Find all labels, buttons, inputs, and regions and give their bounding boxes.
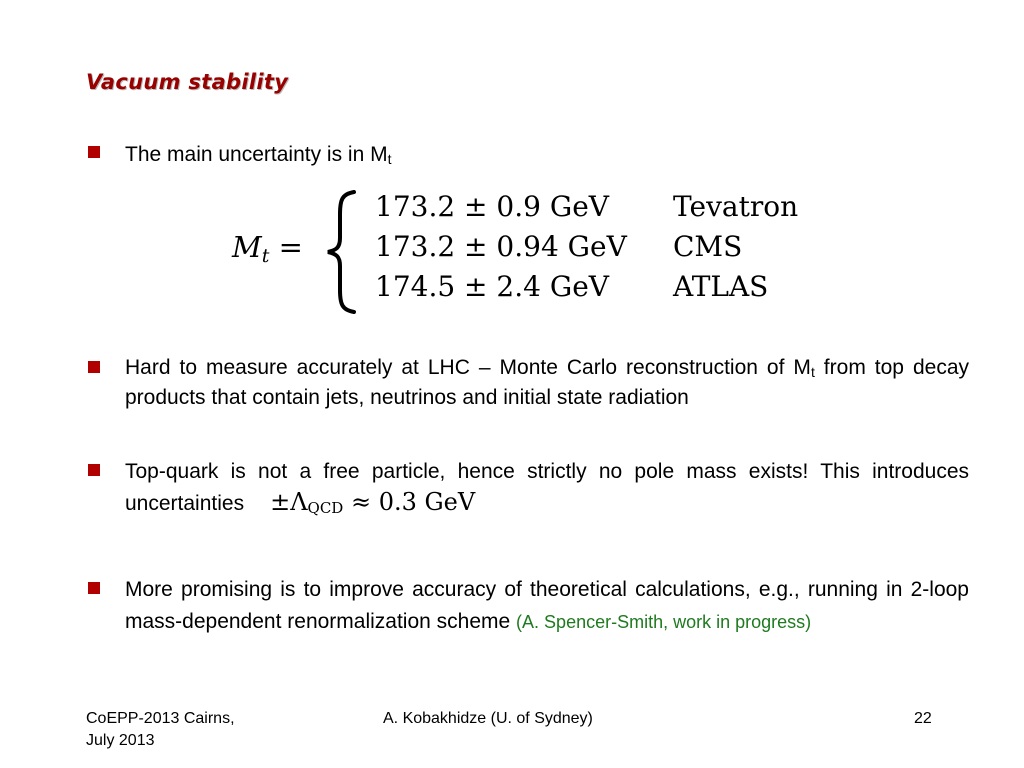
bullet4-text: More promising is to improve accuracy of theoretical calculations, e.g., running in 2-loop mass-dependent renormalization scheme (125, 578, 969, 633)
equation-lhs-symbol: M (232, 230, 262, 264)
bullet2-subscript: t (810, 364, 815, 380)
mt-value-tevatron: 173.2 ± 0.9 GeV (375, 190, 610, 223)
mt-value-cms: 173.2 ± 0.94 GeV (375, 230, 627, 263)
mt-experiment-cms: CMS (673, 230, 743, 263)
page-number: 22 (914, 710, 932, 727)
equation-lhs-subscript: t (261, 245, 270, 267)
footer-conference-line2: July 2013 (86, 732, 155, 749)
footer-author: A. Kobakhidze (U. of Sydney) (383, 710, 593, 727)
bullet2-text-after: from top decay products that contain jets, neutrinos and initial state radiation (125, 356, 970, 409)
qcd-uncertainty-formula (270, 488, 475, 516)
bullet-marker (88, 464, 100, 476)
bullet1-text: The main uncertainty is in M (125, 143, 388, 166)
bullet-text-hard-to-measure (125, 353, 969, 413)
bullet-marker (88, 361, 100, 373)
footer-conference (86, 708, 235, 752)
bullet3-text: Top-quark is not a free particle, hence strictly no pole mass exists! This introduces uncertainties (125, 460, 969, 515)
footer-conference-line1: CoEPP-2013 Cairns, (86, 710, 235, 727)
citation-text: (A. Spencer-Smith, work in progress) (516, 612, 812, 632)
curly-brace-icon (322, 190, 358, 314)
bullet-text-main-uncertainty (125, 140, 969, 170)
mt-experiment-tevatron: Tevatron (673, 190, 799, 223)
bullet1-subscript: t (387, 151, 392, 167)
equation-equals: = (278, 230, 303, 264)
qcd-formula-prefix: ±Λ (270, 488, 308, 516)
bullet-text-more-promising (125, 574, 969, 638)
bullet-text-top-quark (125, 457, 969, 519)
qcd-formula-subscript: QCD (307, 499, 344, 517)
bullet-marker (88, 146, 100, 158)
bullet-marker (88, 582, 100, 594)
bullet2-text: Hard to measure accurately at LHC – Monte Carlo reconstruction of M (125, 356, 811, 379)
mt-value-atlas: 174.5 ± 2.4 GeV (375, 270, 610, 303)
equation-lhs (232, 230, 303, 267)
qcd-formula-suffix: ≈ 0.3 GeV (343, 488, 476, 516)
mt-experiment-atlas: ATLAS (673, 270, 769, 303)
slide-title: Vacuum stability (86, 70, 289, 94)
